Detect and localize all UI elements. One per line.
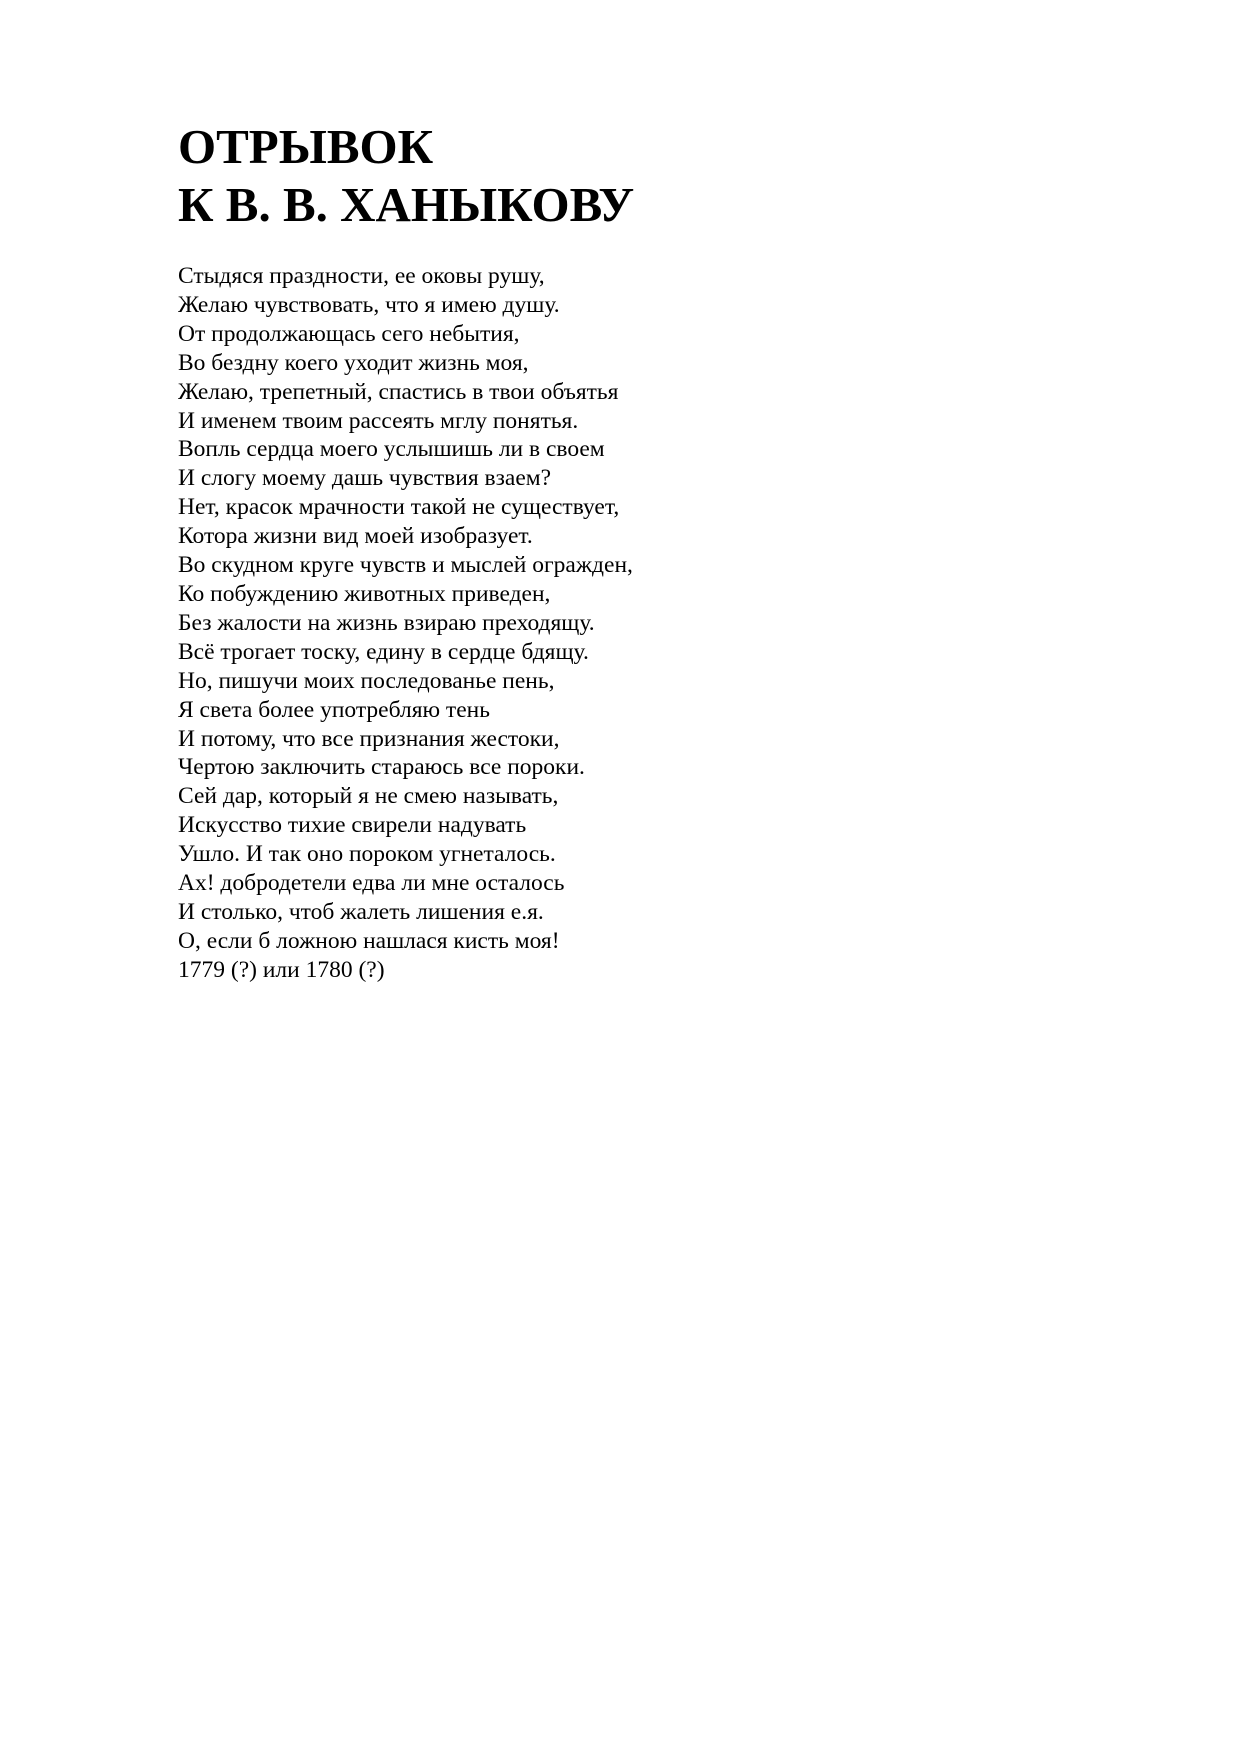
poem-line: И именем твоим рассеять мглу понятья. — [178, 407, 579, 434]
poem-line: Искусство тихие свирели надувать — [178, 812, 527, 839]
poem-line: Желаю, трепетный, спастись в твои объятья — [178, 378, 619, 405]
poem-line: Без жалости на жизнь взираю преходящу. — [178, 609, 595, 636]
poem-line: Во бездну коего уходит жизнь моя, — [178, 349, 529, 376]
poem-line: Всё трогает тоску, едину в сердце бдящу. — [178, 638, 589, 665]
poem-line: Во скудном круге чувств и мыслей огражден, — [178, 552, 633, 579]
poem-line: Я света более употребляю тень — [178, 696, 490, 723]
poem-date: 1779 (?) или 1780 (?) — [178, 956, 385, 983]
poem-line: Желаю чувствовать, что я имею душу. — [178, 291, 560, 318]
poem-line: Ах! добродетели едва ли мне осталось — [178, 870, 565, 897]
poem-title — [178, 118, 1078, 234]
poem-line: И потому, что все признания жестоки, — [178, 725, 560, 752]
poem-line: Сей дар, который я не смею называть, — [178, 783, 559, 810]
poem-line: Котора жизни вид моей изобразует. — [178, 523, 533, 550]
poem-line: И слогу моему дашь чувствия взаем? — [178, 465, 552, 492]
poem-line: И столько, чтоб жалеть лишения е.я. — [178, 898, 544, 925]
poem-line: От продолжающась сего небытия, — [178, 320, 520, 347]
title-line-2: К В. В. ХАНЫКОВУ — [178, 177, 635, 232]
poem-line: Стыдяся праздности, ее оковы рушу, — [178, 263, 545, 289]
poem-body — [178, 262, 1078, 985]
poem-line: Вопль сердца моего услышишь ли в своем — [178, 436, 605, 463]
poem-line: О, если б ложною нашлася кисть моя! — [178, 927, 560, 954]
poem-line: Ушло. И так оно пороком угнеталось. — [178, 841, 556, 868]
title-line-1: ОТРЫВОК — [178, 119, 434, 174]
poem-line: Но, пишучи моих последованье пень, — [178, 667, 555, 694]
poem-line: Нет, красок мрачности такой не существует, — [178, 494, 620, 521]
poem-line: Чертою заключить стараюсь все пороки. — [178, 754, 585, 781]
poem-line: Ко побуждению животных приведен, — [178, 580, 551, 607]
